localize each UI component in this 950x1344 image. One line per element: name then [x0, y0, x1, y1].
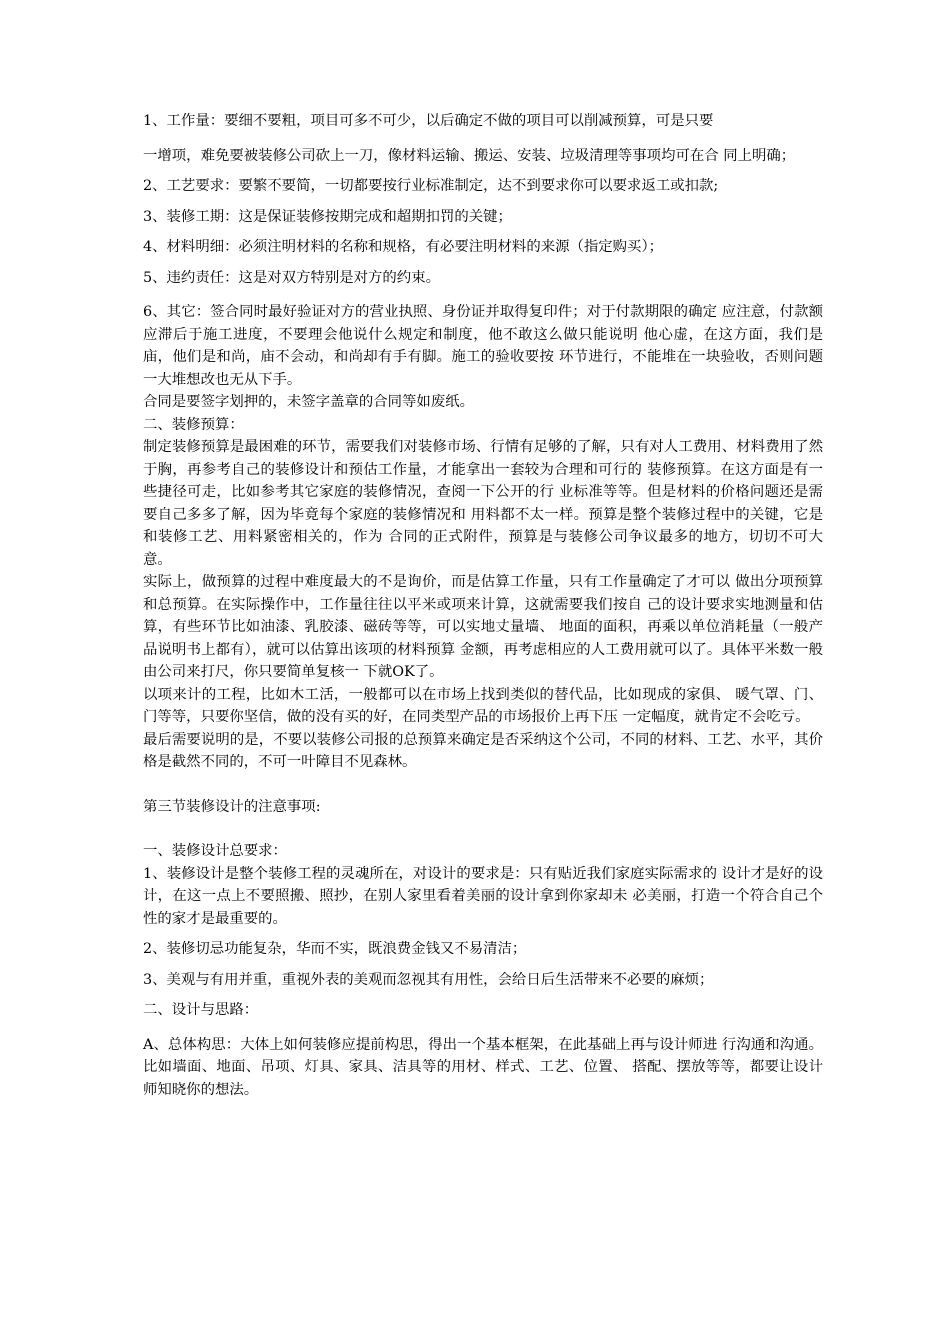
paragraph-schedule: 3、装修工期：这是保证装修按期完成和超期扣罚的关键；: [143, 208, 512, 225]
document-body: [143, 110, 823, 1101]
section-heading-design: 第三节装修设计的注意事项:: [143, 798, 321, 815]
heading-budget: 二、装修预算：: [143, 416, 244, 433]
heading-design-approach: 二、设计与思路：: [143, 1002, 259, 1018]
paragraph-craft-requirements: 2、工艺要求：要繁不要简，一切都要按行业标准制定，达不到要求你可以要求返工或扣款;: [143, 178, 719, 194]
paragraph-contract-signature: 合同是要签字划押的，未签字盖章的合同等如废纸。: [143, 394, 474, 410]
paragraph-overall-concept: A、总体构思：大体上如何装修应提前构思，得出一个基本框架，在此基础上再与设计师进 行沟通和沟通。比如墙面、地面、吊项、灯具、家具、洁具等的用材、样式、工艺、位置、 搭配、摆放等等，都要让设计师知晓你的想法。: [143, 1036, 823, 1098]
paragraph-design-simple: 2、装修切忌功能复杂，华而不实，既浪费金钱又不易清洁；: [143, 941, 527, 957]
paragraph-design-balance: 3、美观与有用并重，重视外表的美观而忽视其有用性，会给日后生活带来不必要的麻烦；: [143, 971, 714, 988]
paragraph-workload-cont: 一增项，难免要被装修公司砍上一刀，像材料运输、搬运、安装、垃圾清理等事项均可在合 同上明确；: [143, 147, 796, 164]
heading-design-requirements: 一、装修设计总要求：: [143, 843, 287, 859]
paragraph-design-soul: 1、装修设计是整个装修工程的灵魂所在，对设计的要求是：只有贴近我们家庭实际需求的 设计才是好的设计，在这一点上不要照搬、照抄，在别人家里看着美丽的设计拿到你家却未 必美丽，打造一个符合自己个性的家才是最重要的。: [143, 865, 823, 927]
paragraph-budget-estimate: 实际上，做预算的过程中难度最大的不是询价，而是估算工作量，只有工作量确定了才可以 做出分项预算和总预算。在实际操作中，工作量往往以平米或项来计算，这就需要我们按自 己的设计要求实地测量和估算，有些环节比如油漆、乳胶漆、磁砖等等，可以实地丈量墙、 地面的面积，再乘以单位消耗量（一般产品说明书上都有），就可以估算出该项的材料预算 金额，再考虑相应的人工费用就可以了。具体平米数一般由公司来打尺，你只要简单复核一 下就OK了。: [143, 574, 823, 680]
paragraph-materials: 4、材料明细：必须注明材料的名称和规格，有必要注明材料的来源（指定购买）；: [143, 239, 664, 255]
paragraph-budget-items: 以项来计的工程，比如木工活，一般都可以在市场上找到类似的替代品，比如现成的家俱、 暖气罩、门、门等等，只要你坚信，做的没有买的好，在同类型产品的市场报价上再下压 一定幅度，就肯定不会吃亏。: [143, 686, 823, 725]
paragraph-workload: 1、工作量：要细不要粗，项目可多不可少，以后确定不做的项目可以削减预算，可是只要: [143, 113, 714, 129]
paragraph-budget-final: 最后需要说明的是，不要以装修公司报的总预算来确定是否采纳这个公司，不同的材料、工艺、水平，其价格是截然不同的，不可一叶障目不见森林。: [143, 731, 823, 770]
paragraph-other: 6、其它：签合同时最好验证对方的营业执照、身份证并取得复印件；对于付款期限的确定 应注意，付款额应滞后于施工进度，不要理会他说什么规定和制度，他不敢这么做只能说明 他心虚，在这方面，我们是庙，他们是和尚，庙不会动，和尚却有手有脚。施工的验收要按 环节进行，不能堆在一块验收，否则问题一大堆想改也无从下手。: [143, 304, 823, 388]
paragraph-liability: 5、违约责任：这是对双方特别是对方的约束。: [143, 269, 440, 286]
paragraph-budget-intro: 制定装修预算是最困难的环节，需要我们对装修市场、行情有足够的了解，只有对人工费用、材料费用了然于胸，再参考自己的装修设计和预估工作量，才能拿出一套较为合理和可行的 装修预算。在这方面是有一些捷径可走，比如参考其它家庭的装修情况，查阅一下公开的行 业标准等等。但是材料的价格问题还是需要自己多多了解，因为毕竟每个家庭的装修情况和 用料都不太一样。预算是整个装修过程中的关键，它是和装修工艺、用料紧密相关的，作为 合同的正式附件，预算是与装修公司争议最多的地方，切切不可大意。: [143, 439, 823, 568]
